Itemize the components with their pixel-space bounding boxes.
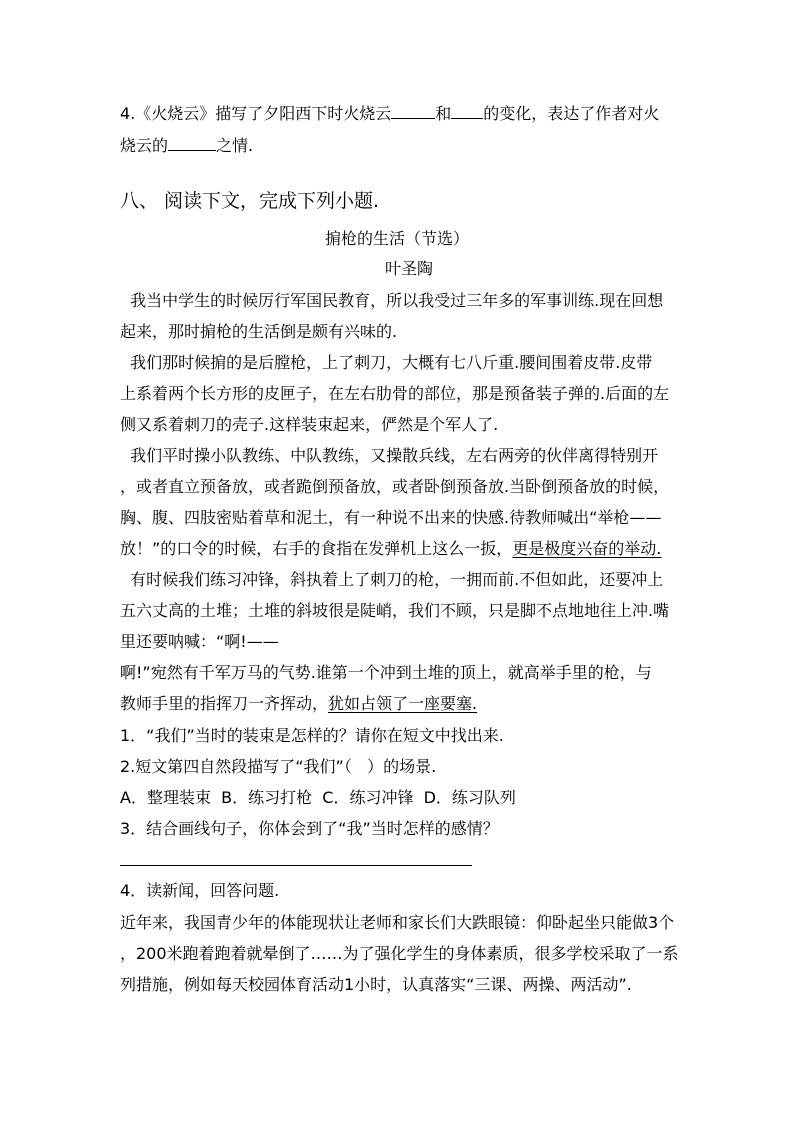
- question-4: 4．读新闻，回答问题.: [120, 881, 280, 900]
- answer-blank-3[interactable]: [168, 133, 216, 151]
- underlined-sentence-1: 更是极度兴奋的举动.: [512, 539, 662, 558]
- prev-question-4-text-2-end: 之情.: [216, 136, 254, 155]
- section-heading: 八、 阅读下文，完成下列小题.: [120, 190, 380, 212]
- article-line-text: 放！”的口令的时候，右手的食指在发弹机上这么一扳，: [120, 539, 513, 558]
- prev-question-4-line2: [120, 133, 680, 157]
- question-2: 2.短文第四自然段描写了“我们”（ ）的场景.: [120, 757, 437, 776]
- prev-question-4-text-mid: 和: [435, 104, 452, 123]
- article-line: 五六丈高的土堆；土堆的斜坡很是陡峭，我们不顾，只是脚不点地地往上冲.嘴: [120, 601, 670, 620]
- prev-question-4-text: 4.《火烧云》描写了夕阳西下时火烧云: [120, 104, 392, 123]
- news-line: 近年来，我国青少年的体能现状让老师和家长们大跌眼镜：仰卧起坐只能做3个: [120, 913, 675, 932]
- question-3: 3．结合画线句子，你体会到了“我”当时怎样的感情？: [120, 819, 499, 838]
- article-line: 里还要呐喊：“啊!——: [120, 632, 279, 651]
- news-line: 列措施，例如每天校园体育活动1小时，认真落实“三课、两操、两活动”.: [120, 975, 632, 994]
- article-line: 有时候我们练习冲锋，斜执着上了刺刀的枪，一拥而前.不但如此，还要冲上: [120, 570, 664, 589]
- article-line: 我当中学生的时候厉行军国民教育，所以我受过三年多的军事训练.现在回想: [120, 291, 664, 310]
- prev-question-4-text-2: 烧云的: [120, 136, 169, 155]
- answer-line[interactable]: [120, 865, 472, 866]
- article-title: 掮枪的生活（节选）: [324, 229, 469, 248]
- answer-blank-2[interactable]: [451, 101, 483, 119]
- article-author: 叶圣陶: [384, 259, 433, 278]
- article-line-underlined: [120, 693, 680, 715]
- underlined-sentence-2: 犹如占领了一座要塞.: [328, 694, 478, 713]
- question-1: 1．“我们”当时的装束是怎样的？请你在短文中找出来.: [120, 726, 504, 745]
- article-line: 胸、腹、四肢密贴着草和泥土，有一种说不出来的快感.待教师喊出“举枪——: [120, 508, 662, 527]
- article-line: 上系着两个长方形的皮匣子，在左右肋骨的部位，那是预备装子弹的.后面的左: [120, 384, 670, 403]
- answer-blank-1[interactable]: [391, 101, 435, 119]
- article-line: 起来，那时掮枪的生活倒是颇有兴味的.: [120, 322, 398, 341]
- article-line: 我们那时候掮的是后膛枪，上了刺刀，大概有七八斤重.腰间围着皮带.皮带: [120, 353, 653, 372]
- article-line-underlined: [120, 538, 680, 560]
- article-line-text: 教师手里的指挥刀一齐挥动，: [120, 694, 329, 713]
- prev-question-4-text-end: 的变化，表达了作者对火: [483, 104, 660, 123]
- prev-question-4-line1: [120, 101, 680, 125]
- article-line: ，或者直立预备放，或者跪倒预备放，或者卧倒预备放.当卧倒预备放的时候，: [120, 477, 670, 496]
- article-line: 啊!”宛然有千军万马的气势.谁第一个冲到土堆的顶上，就高举手里的枪，与: [120, 663, 652, 682]
- article-line: 侧又系着刺刀的壳子.这样装束起来，俨然是个军人了.: [120, 415, 499, 434]
- news-line: ，200米跑着跑着就晕倒了……为了强化学生的身体素质，很多学校采取了一系: [120, 944, 679, 963]
- article-line: 我们平时操小队教练、中队教练，又操散兵线，左右两旁的伙伴离得特别开: [120, 446, 659, 465]
- question-2-options: A．整理装束 B．练习打枪 C．练习冲锋 D．练习队列: [120, 788, 516, 807]
